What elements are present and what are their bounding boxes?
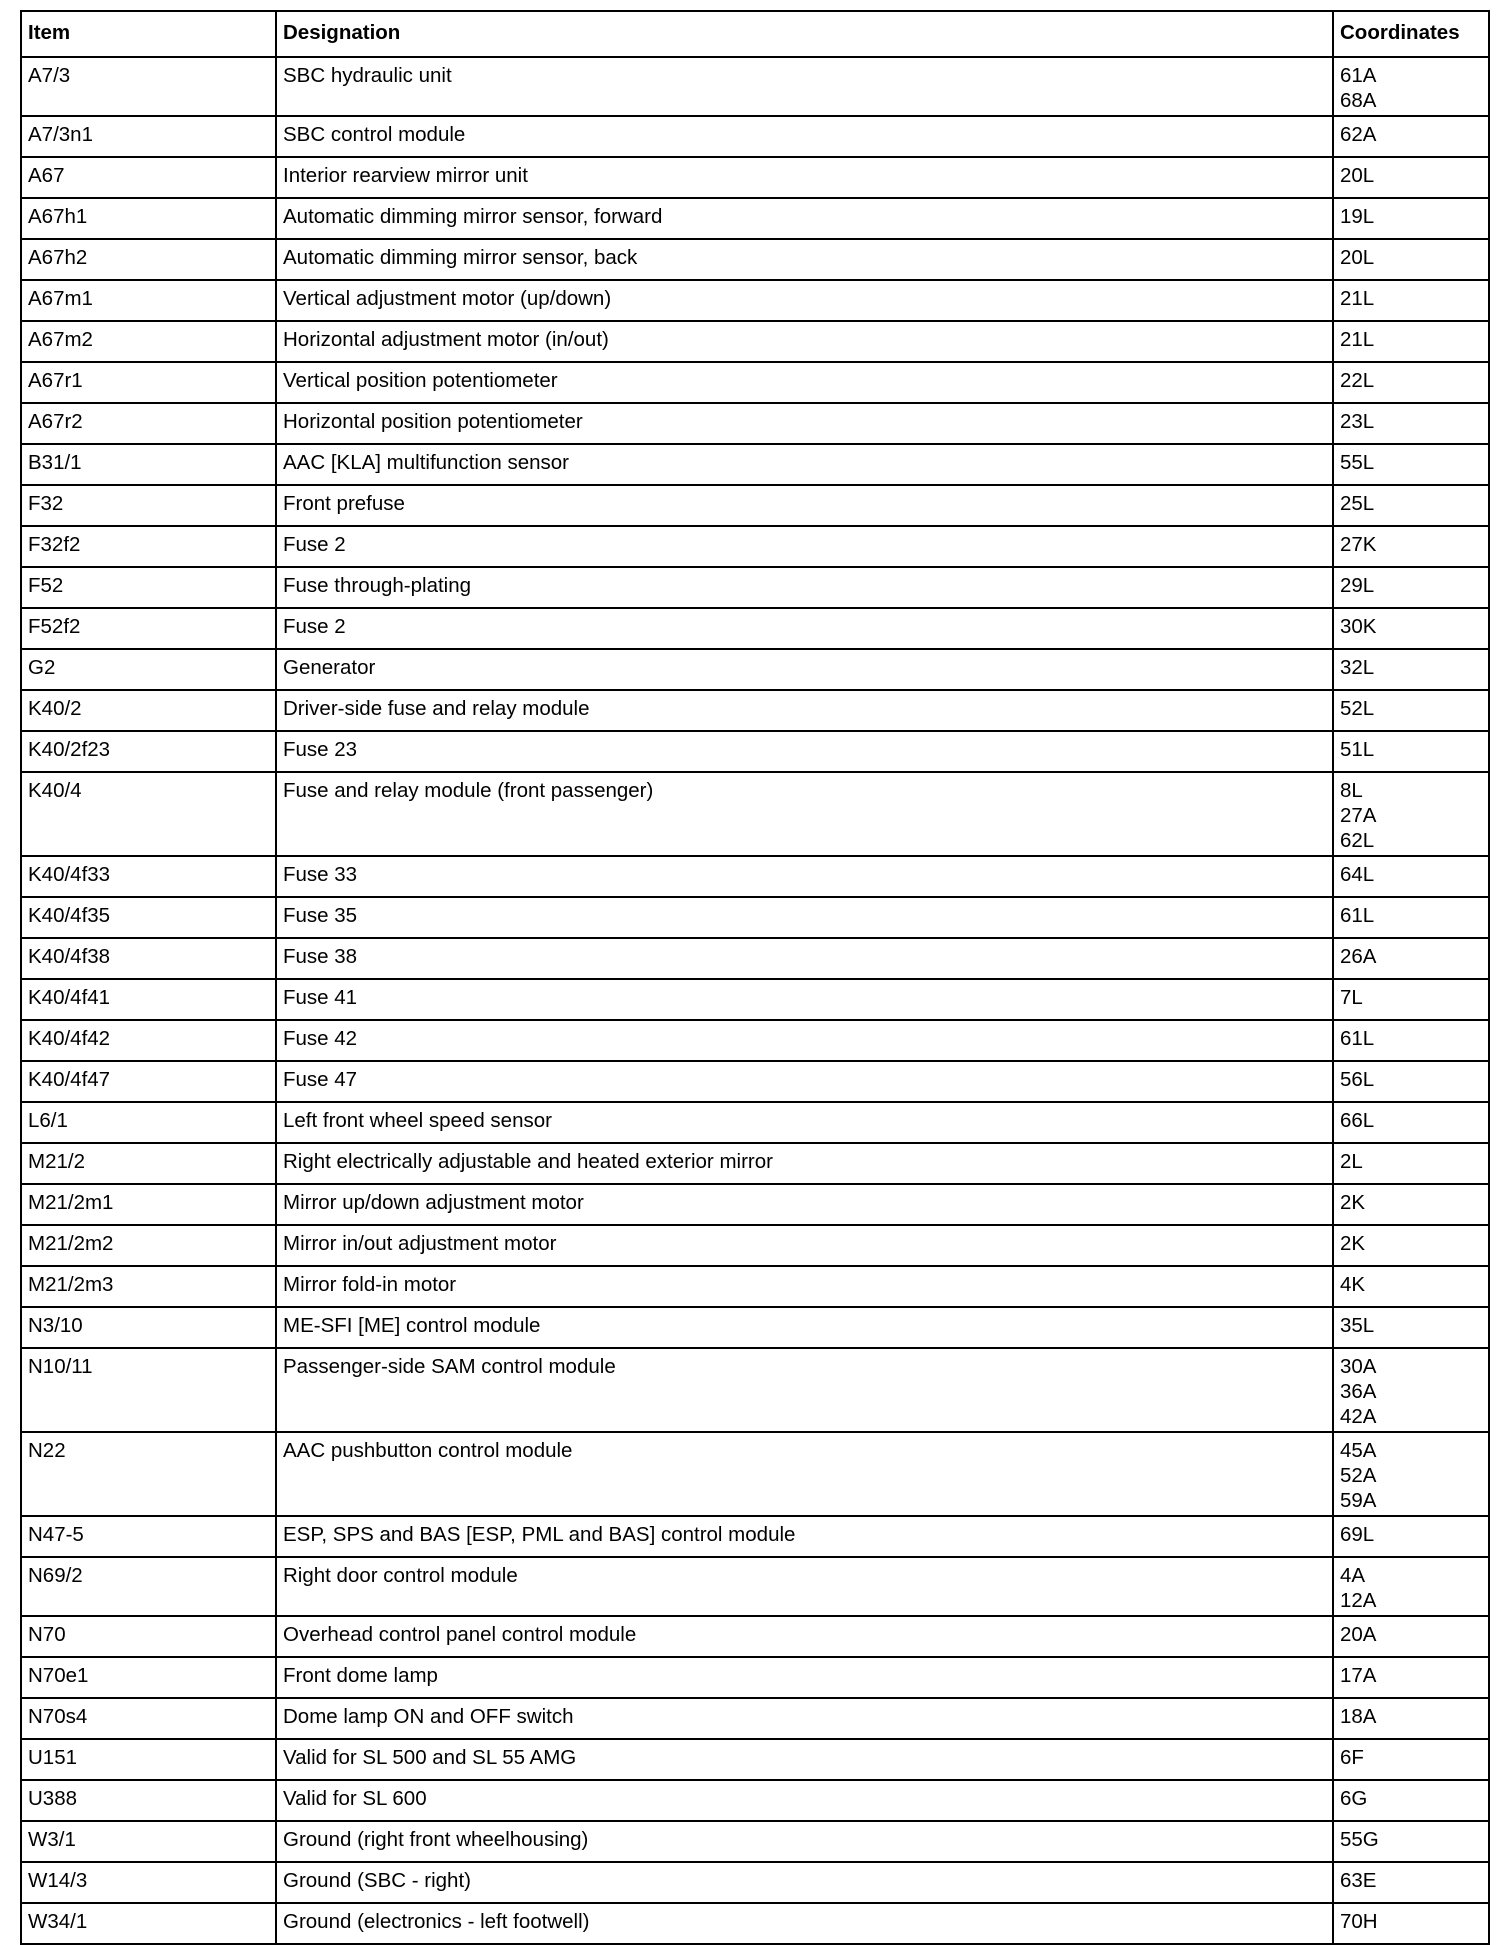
coordinates-cell (1333, 649, 1489, 690)
coordinate-value: 68A (1340, 89, 1377, 112)
designation-cell: Mirror fold-in motor (276, 1266, 1333, 1307)
coordinate-value: 6F (1340, 1746, 1364, 1769)
coordinate-value: 12A (1340, 1589, 1377, 1612)
designation-cell: Fuse 38 (276, 938, 1333, 979)
coordinate-value: 35L (1340, 1314, 1375, 1337)
coordinates-cell (1333, 1348, 1489, 1432)
coordinate-value: 20L (1340, 164, 1375, 187)
coordinate-value: 7L (1340, 986, 1363, 1009)
coordinate-value: 25L (1340, 492, 1375, 515)
item-cell: N10/11 (21, 1348, 276, 1432)
table-row (21, 1102, 1489, 1143)
designation-cell: Driver-side fuse and relay module (276, 690, 1333, 731)
designation-cell: Fuse and relay module (front passenger) (276, 772, 1333, 856)
coordinates-cell (1333, 1780, 1489, 1821)
table-row (21, 1739, 1489, 1780)
coordinate-value: 27K (1340, 533, 1377, 556)
coordinates-cell (1333, 57, 1489, 116)
item-cell: M21/2m3 (21, 1266, 276, 1307)
coordinates-cell (1333, 116, 1489, 157)
item-cell: A67m2 (21, 321, 276, 362)
item-cell: K40/4f38 (21, 938, 276, 979)
designation-cell: Front dome lamp (276, 1657, 1333, 1698)
coordinate-value: 61L (1340, 904, 1375, 927)
coordinate-value: 6G (1340, 1787, 1368, 1810)
designation-cell: Dome lamp ON and OFF switch (276, 1698, 1333, 1739)
coordinates-cell (1333, 403, 1489, 444)
designation-cell: Fuse 23 (276, 731, 1333, 772)
designation-cell: Horizontal adjustment motor (in/out) (276, 321, 1333, 362)
coordinate-value: 26A (1340, 945, 1377, 968)
designation-cell: Valid for SL 600 (276, 1780, 1333, 1821)
item-cell: K40/4f35 (21, 897, 276, 938)
coordinates-cell (1333, 1739, 1489, 1780)
table-row (21, 1143, 1489, 1184)
coordinates-cell (1333, 485, 1489, 526)
coordinates-cell (1333, 1266, 1489, 1307)
designation-cell: Vertical position potentiometer (276, 362, 1333, 403)
coordinate-value: 8L (1340, 779, 1363, 802)
coordinates-cell (1333, 1862, 1489, 1903)
designation-cell: Ground (electronics - left footwell) (276, 1903, 1333, 1944)
coordinates-cell (1333, 280, 1489, 321)
coordinates-cell (1333, 1225, 1489, 1266)
item-cell: A67h1 (21, 198, 276, 239)
coordinate-value: 42A (1340, 1405, 1377, 1428)
coordinates-cell (1333, 979, 1489, 1020)
coordinate-value: 4A (1340, 1564, 1366, 1587)
coordinate-value: 52L (1340, 697, 1375, 720)
coordinate-value: 69L (1340, 1523, 1375, 1546)
item-cell: K40/4f47 (21, 1061, 276, 1102)
component-legend-table (20, 10, 1490, 1945)
coordinate-value: 20A (1340, 1623, 1377, 1646)
item-cell: N70 (21, 1616, 276, 1657)
table-row (21, 1516, 1489, 1557)
coordinate-value: 17A (1340, 1664, 1377, 1687)
designation-cell: Fuse 33 (276, 856, 1333, 897)
coordinate-value: 52A (1340, 1464, 1377, 1487)
coordinate-value: 2L (1340, 1150, 1363, 1173)
coordinate-value: 62A (1340, 123, 1377, 146)
coordinates-cell (1333, 1307, 1489, 1348)
table-row (21, 198, 1489, 239)
table-row (21, 979, 1489, 1020)
table-row (21, 280, 1489, 321)
item-cell: W3/1 (21, 1821, 276, 1862)
table-row (21, 649, 1489, 690)
designation-cell: Front prefuse (276, 485, 1333, 526)
table-body (21, 57, 1489, 1944)
coordinates-cell (1333, 239, 1489, 280)
item-cell: U388 (21, 1780, 276, 1821)
designation-cell: Fuse 42 (276, 1020, 1333, 1061)
coordinates-cell (1333, 608, 1489, 649)
designation-cell: AAC [KLA] multifunction sensor (276, 444, 1333, 485)
table-row (21, 403, 1489, 444)
designation-cell: SBC control module (276, 116, 1333, 157)
item-cell: A67r1 (21, 362, 276, 403)
item-cell: L6/1 (21, 1102, 276, 1143)
coordinates-cell (1333, 1516, 1489, 1557)
table-row (21, 1698, 1489, 1739)
column-header-item: Item (21, 11, 276, 57)
table-row (21, 1348, 1489, 1432)
coordinates-cell (1333, 1657, 1489, 1698)
item-cell: M21/2m2 (21, 1225, 276, 1266)
item-cell: M21/2 (21, 1143, 276, 1184)
table-row (21, 1657, 1489, 1698)
coordinates-cell (1333, 897, 1489, 938)
designation-cell: AAC pushbutton control module (276, 1432, 1333, 1516)
column-header-designation: Designation (276, 11, 1333, 57)
table-row (21, 321, 1489, 362)
coordinate-value: 19L (1340, 205, 1375, 228)
coordinates-cell (1333, 1432, 1489, 1516)
item-cell: N70s4 (21, 1698, 276, 1739)
table-row (21, 731, 1489, 772)
table-row (21, 1821, 1489, 1862)
coordinates-cell (1333, 1903, 1489, 1944)
component-legend-sheet (20, 10, 1488, 1945)
designation-cell: Fuse 47 (276, 1061, 1333, 1102)
item-cell: K40/4 (21, 772, 276, 856)
item-cell: F52f2 (21, 608, 276, 649)
item-cell: K40/4f33 (21, 856, 276, 897)
item-cell: G2 (21, 649, 276, 690)
table-row (21, 1862, 1489, 1903)
table-row (21, 444, 1489, 485)
designation-cell: ESP, SPS and BAS [ESP, PML and BAS] control module (276, 1516, 1333, 1557)
coordinates-cell (1333, 1616, 1489, 1657)
coordinates-cell (1333, 444, 1489, 485)
coordinate-value: 32L (1340, 656, 1375, 679)
table-row (21, 485, 1489, 526)
coordinate-value: 66L (1340, 1109, 1375, 1132)
coordinates-cell (1333, 198, 1489, 239)
coordinates-cell (1333, 1184, 1489, 1225)
coordinate-value: 2K (1340, 1232, 1366, 1255)
item-cell: N69/2 (21, 1557, 276, 1616)
header-row (21, 11, 1489, 57)
designation-cell: Automatic dimming mirror sensor, back (276, 239, 1333, 280)
table-row (21, 690, 1489, 731)
designation-cell: Left front wheel speed sensor (276, 1102, 1333, 1143)
coordinate-value: 62L (1340, 829, 1375, 852)
coordinate-value: 30A (1340, 1355, 1377, 1378)
coordinates-cell (1333, 1698, 1489, 1739)
table-row (21, 1903, 1489, 1944)
item-cell: A67m1 (21, 280, 276, 321)
table-row (21, 1061, 1489, 1102)
designation-cell: Ground (right front wheelhousing) (276, 1821, 1333, 1862)
item-cell: W14/3 (21, 1862, 276, 1903)
designation-cell: Valid for SL 500 and SL 55 AMG (276, 1739, 1333, 1780)
coordinates-cell (1333, 856, 1489, 897)
coordinates-cell (1333, 1061, 1489, 1102)
item-cell: A67r2 (21, 403, 276, 444)
coordinates-cell (1333, 526, 1489, 567)
coordinate-value: 63E (1340, 1869, 1377, 1892)
coordinate-value: 18A (1340, 1705, 1377, 1728)
coordinate-value: 30K (1340, 615, 1377, 638)
coordinates-cell (1333, 1143, 1489, 1184)
table-row (21, 1266, 1489, 1307)
coordinate-value: 61A (1340, 64, 1377, 87)
designation-cell: Horizontal position potentiometer (276, 403, 1333, 444)
coordinate-value: 21L (1340, 287, 1375, 310)
coordinates-cell (1333, 1020, 1489, 1061)
designation-cell: Generator (276, 649, 1333, 690)
table-row (21, 1225, 1489, 1266)
coordinate-value: 45A (1340, 1439, 1377, 1462)
designation-cell: Fuse through-plating (276, 567, 1333, 608)
item-cell: K40/4f42 (21, 1020, 276, 1061)
coordinate-value: 29L (1340, 574, 1375, 597)
table-row (21, 1557, 1489, 1616)
table-row (21, 1616, 1489, 1657)
coordinates-cell (1333, 1557, 1489, 1616)
coordinates-cell (1333, 1821, 1489, 1862)
table-row (21, 772, 1489, 856)
table-row (21, 938, 1489, 979)
item-cell: K40/2f23 (21, 731, 276, 772)
table-row (21, 1780, 1489, 1821)
designation-cell: Interior rearview mirror unit (276, 157, 1333, 198)
item-cell: W34/1 (21, 1903, 276, 1944)
coordinate-value: 64L (1340, 863, 1375, 886)
table-row (21, 157, 1489, 198)
designation-cell: Automatic dimming mirror sensor, forward (276, 198, 1333, 239)
coordinate-value: 23L (1340, 410, 1375, 433)
coordinates-cell (1333, 567, 1489, 608)
table-row (21, 1184, 1489, 1225)
table-header (21, 11, 1489, 57)
item-cell: K40/4f41 (21, 979, 276, 1020)
coordinates-cell (1333, 321, 1489, 362)
coordinate-value: 27A (1340, 804, 1377, 827)
coordinate-value: 56L (1340, 1068, 1375, 1091)
column-header-coordinates: Coordinates (1333, 11, 1489, 57)
item-cell: B31/1 (21, 444, 276, 485)
table-row (21, 57, 1489, 116)
coordinate-value: 22L (1340, 369, 1375, 392)
table-row (21, 897, 1489, 938)
item-cell: U151 (21, 1739, 276, 1780)
table-row (21, 526, 1489, 567)
coordinates-cell (1333, 731, 1489, 772)
item-cell: F52 (21, 567, 276, 608)
coordinates-cell (1333, 362, 1489, 403)
coordinate-value: 51L (1340, 738, 1375, 761)
coordinate-value: 55G (1340, 1828, 1379, 1851)
designation-cell: Vertical adjustment motor (up/down) (276, 280, 1333, 321)
table-row (21, 1020, 1489, 1061)
item-cell: N3/10 (21, 1307, 276, 1348)
designation-cell: Fuse 2 (276, 608, 1333, 649)
item-cell: F32 (21, 485, 276, 526)
coordinate-value: 4K (1340, 1273, 1366, 1296)
designation-cell: Right electrically adjustable and heated exterior mirror (276, 1143, 1333, 1184)
item-cell: A67 (21, 157, 276, 198)
table-row (21, 856, 1489, 897)
designation-cell: Right door control module (276, 1557, 1333, 1616)
designation-cell: SBC hydraulic unit (276, 57, 1333, 116)
coordinate-value: 21L (1340, 328, 1375, 351)
designation-cell: Fuse 35 (276, 897, 1333, 938)
designation-cell: Passenger-side SAM control module (276, 1348, 1333, 1432)
table-row (21, 239, 1489, 280)
designation-cell: Mirror up/down adjustment motor (276, 1184, 1333, 1225)
coordinate-value: 61L (1340, 1027, 1375, 1050)
item-cell: K40/2 (21, 690, 276, 731)
table-row (21, 608, 1489, 649)
item-cell: A7/3n1 (21, 116, 276, 157)
designation-cell: Mirror in/out adjustment motor (276, 1225, 1333, 1266)
designation-cell: Overhead control panel control module (276, 1616, 1333, 1657)
coordinate-value: 59A (1340, 1489, 1377, 1512)
coordinate-value: 70H (1340, 1910, 1378, 1933)
item-cell: A67h2 (21, 239, 276, 280)
item-cell: N47-5 (21, 1516, 276, 1557)
coordinates-cell (1333, 690, 1489, 731)
table-row (21, 362, 1489, 403)
coordinates-cell (1333, 938, 1489, 979)
table-row (21, 116, 1489, 157)
item-cell: F32f2 (21, 526, 276, 567)
coordinates-cell (1333, 1102, 1489, 1143)
coordinates-cell (1333, 157, 1489, 198)
coordinate-value: 36A (1340, 1380, 1377, 1403)
table-row (21, 1432, 1489, 1516)
item-cell: N70e1 (21, 1657, 276, 1698)
designation-cell: ME-SFI [ME] control module (276, 1307, 1333, 1348)
coordinate-value: 20L (1340, 246, 1375, 269)
coordinates-cell (1333, 772, 1489, 856)
table-row (21, 1307, 1489, 1348)
item-cell: A7/3 (21, 57, 276, 116)
coordinate-value: 2K (1340, 1191, 1366, 1214)
coordinate-value: 55L (1340, 451, 1375, 474)
item-cell: N22 (21, 1432, 276, 1516)
table-row (21, 567, 1489, 608)
designation-cell: Fuse 2 (276, 526, 1333, 567)
item-cell: M21/2m1 (21, 1184, 276, 1225)
designation-cell: Fuse 41 (276, 979, 1333, 1020)
designation-cell: Ground (SBC - right) (276, 1862, 1333, 1903)
